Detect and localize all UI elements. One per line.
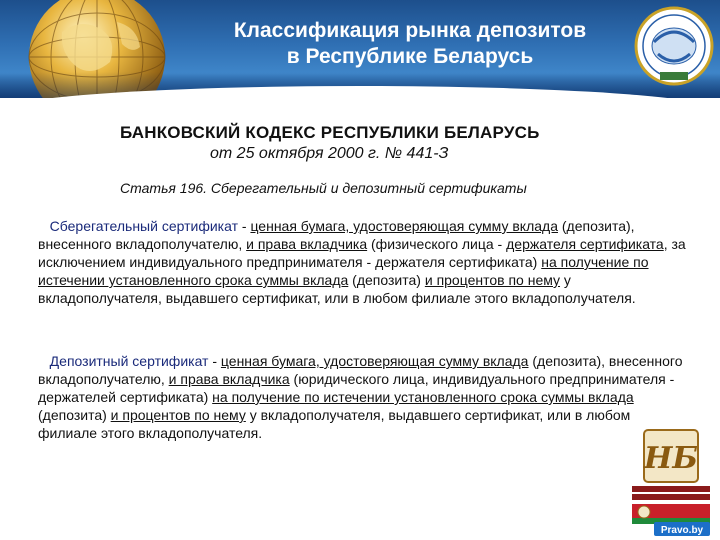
document-heading: БАНКОВСКИЙ КОДЕКС РЕСПУБЛИКИ БЕЛАРУСЬ [120, 123, 540, 142]
text-run: - [237, 218, 251, 234]
slide-title [190, 18, 630, 70]
underlined-run: и процентов по нему [424, 272, 561, 288]
underlined-run: ценная бумага, удостоверяющая сумму вклада [250, 218, 558, 234]
institution-emblem-icon [632, 2, 716, 94]
term-deposit-certificate: Депозитный сертификат [49, 353, 209, 369]
slide-title-line-1: Классификация рынка депозитов [233, 19, 587, 42]
text-run: у вкладополучателя, выдавшего сертификат, или в любом филиале этого вкладополучателя. [38, 272, 636, 306]
underlined-run: на получение по истечении установленного срока суммы вклада [38, 254, 649, 288]
text-run: (физического лица - [367, 236, 507, 252]
pravo-site-label[interactable]: Pravo.by [660, 525, 704, 536]
slide-header [0, 0, 720, 98]
text-run: у вкладополучателя, выдавшего сертификат, или в любом филиале этого вкладополучателя. [38, 407, 631, 441]
underlined-run: на получение по истечении установленного срока суммы вклада [212, 389, 634, 405]
text-run: (юридического лица, индивидуального предпринимателя - держателей сертификата) [38, 371, 675, 405]
deposit-certificate-paragraph [38, 352, 686, 442]
national-legal-portal-emblem-icon[interactable] [628, 428, 714, 536]
underlined-run: и права вкладчика [168, 371, 290, 387]
text-run: - [208, 353, 221, 369]
text-run: (депозита), внесенного вкладополучателю, [38, 353, 683, 387]
text-run: (депозита) [38, 407, 111, 423]
slide-title-line-2: в Республике Беларусь [286, 45, 534, 68]
underlined-run: ценная бумага, удостоверяющая сумму вклада [220, 353, 529, 369]
term-savings-certificate: Сберегательный сертификат [49, 218, 238, 234]
savings-certificate-paragraph [38, 217, 686, 307]
underlined-run: и процентов по нему [110, 407, 246, 423]
underlined-run: держателя сертификата [506, 236, 664, 252]
underlined-run: и права вкладчика [246, 236, 368, 252]
text-run: (депозита) [348, 272, 425, 288]
article-title: Статья 196. Сберегательный и депозитный сертификаты [120, 180, 527, 196]
svg-text:НБ: НБ [644, 441, 698, 476]
text-run: , за исключением индивидуального предпринимателя - держателя сертификата) [38, 236, 686, 270]
document-date: от 25 октября 2000 г. № 441-З [210, 145, 449, 162]
text-run: (депозита), внесенного вкладополучателю, [38, 218, 635, 252]
